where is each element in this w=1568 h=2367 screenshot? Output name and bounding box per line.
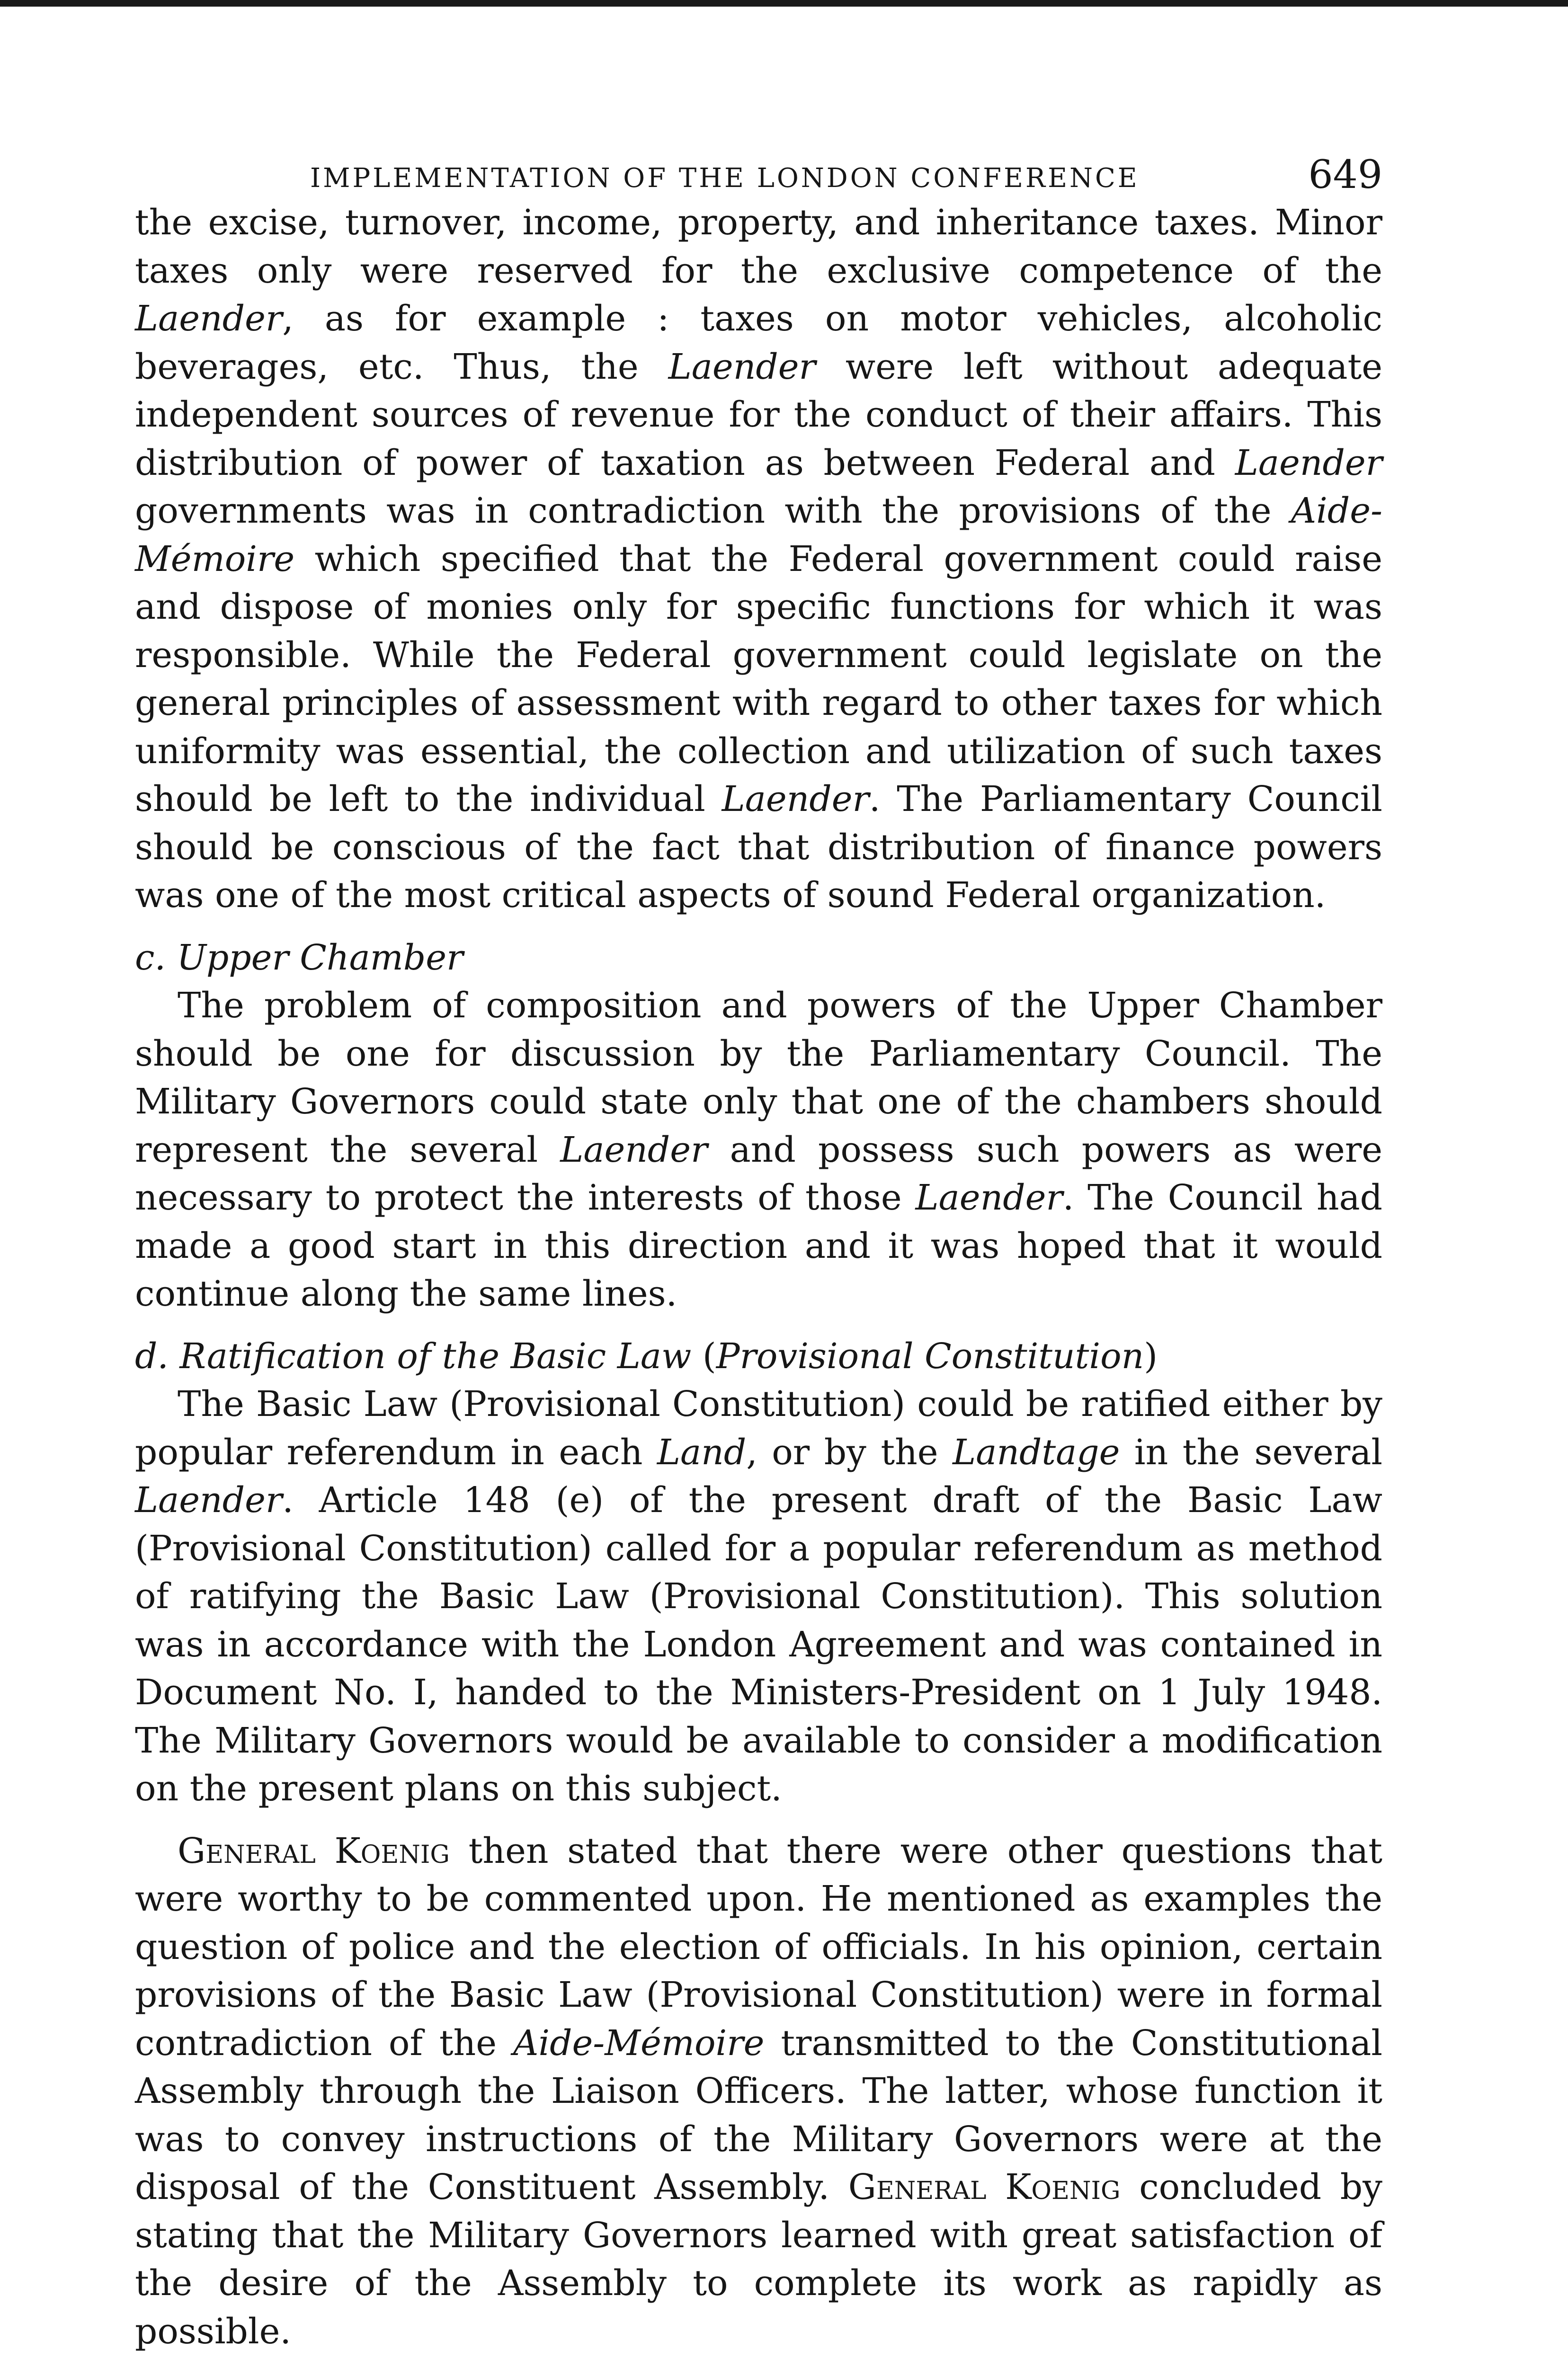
text-span: , as for example : taxes on motor vehicles, alcoholic beverages, etc. Thus, the	[135, 298, 1382, 387]
body-text	[135, 199, 1382, 2356]
text-span: in the several	[1120, 1432, 1383, 1473]
text-span: governments was in contradiction with the provisions of the	[135, 490, 1291, 531]
paragraph-finance-powers	[135, 199, 1382, 920]
text-span: , or by the	[746, 1432, 953, 1473]
italic-term: Laender	[135, 298, 283, 339]
italic-term: Laender	[668, 346, 816, 387]
section-heading-upper-chamber: c. Upper Chamber	[135, 937, 463, 978]
heading-text: Provisional Constitution	[716, 1335, 1144, 1377]
italic-term: Land	[657, 1432, 747, 1473]
italic-term: Laender	[560, 1129, 708, 1170]
paragraph-upper-chamber	[135, 982, 1382, 1318]
text-span: were left without adequate independent sources of revenue for the conduct of their affairs. This distribution of power of taxation as between Federal and	[135, 346, 1382, 483]
page-number: 649	[1308, 152, 1382, 197]
section-heading-ratification	[135, 1333, 1382, 1381]
heading-text: d. Ratification of the Basic Law	[135, 1335, 703, 1377]
paragraph-general-koenig	[135, 1827, 1382, 2356]
text-span: the excise, turnover, income, property, and inheritance taxes. Minor taxes only were reserved for the exclusive competence of the	[135, 202, 1382, 291]
text-span: . The Council had made a good start in this direction and it was hoped that it would continue along the same lines.	[135, 1177, 1382, 1314]
text-span: then stated that there were other questions that were worthy to be commented upon. He mentioned as examples the question of police and the election of officials. In his opinion, certain provisions of the Basic Law (Provisional Constitution) were in formal contradiction of the	[135, 1830, 1382, 2064]
text-span: . Article 148 (e) of the present draft of the Basic Law (Provisional Constitution) called for a popular referendum as method of ratifying the Basic Law (Provisional Constitution). This solution was in accordance with the London Agreement and was contained in Document No. I, handed to the Ministers-President on 1 July 1948. The Military Governors would be available to consider a modification on the present plans on this subject.	[135, 1480, 1382, 1809]
top-border-rule	[0, 0, 1568, 7]
running-header	[135, 142, 1382, 199]
paragraph-ratification	[135, 1380, 1382, 1813]
text-span: The Basic Law (Provisional Constitution) could be ratified either by popular referendum in each	[135, 1384, 1382, 1473]
italic-term: Landtage	[953, 1432, 1120, 1473]
italic-term: Laender	[135, 1480, 283, 1521]
italic-term: Laender	[1235, 442, 1382, 483]
heading-paren-open: (	[702, 1335, 716, 1377]
italic-term: Aide-Mémoire	[135, 490, 1382, 579]
speaker-name: General Koenig	[848, 2167, 1121, 2207]
italic-term: Laender	[915, 1177, 1063, 1218]
text-span: The problem of composition and powers of the Upper Chamber should be one for discussion by the Parliamentary Council. The Military Governors could state only that one of the chambers should represent the several	[135, 985, 1382, 1170]
document-page	[135, 142, 1382, 2356]
heading-paren-close: )	[1144, 1335, 1158, 1377]
italic-term: Laender	[722, 779, 869, 819]
text-span: concluded by stating that the Military Governors learned with great satisfaction of the desire of the Assembly to complete its work as rapidly as possible.	[135, 2167, 1382, 2352]
italic-term: Aide-Mémoire	[513, 2022, 765, 2064]
text-span: and possess such powers as were necessary to protect the interests of those	[135, 1129, 1383, 1218]
text-span: which specified that the Federal government could raise and dispose of monies only for specific functions for which it was responsible. While the Federal government could legislate on the general principles of assessment with regard to other taxes for which uniformity was essential, the collection and utilization of such taxes should be left to the individual	[135, 538, 1382, 819]
text-span: transmitted to the Constitutional Assembly through the Liaison Officers. The latter, whose function it was to convey instructions of the Military Governors were at the disposal of the Constituent Assembly.	[135, 2022, 1382, 2207]
text-span: . The Parliamentary Council should be conscious of the fact that distribution of finance powers was one of the most critical aspects of sound Federal organization.	[135, 779, 1382, 916]
running-title: IMPLEMENTATION OF THE LONDON CONFERENCE	[310, 163, 1140, 194]
speaker-name: General Koenig	[178, 1830, 450, 1871]
